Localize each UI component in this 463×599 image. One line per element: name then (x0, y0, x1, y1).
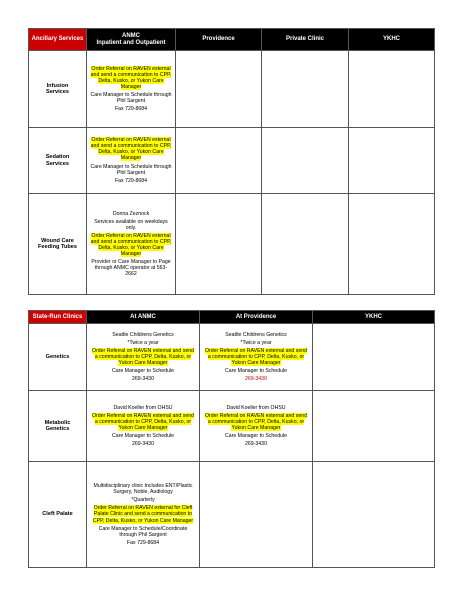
referral-instruction: Order Referral on RAVEN external and send a communication to CPP, Delta, Kusko, or Yukon Care Manager (92, 412, 194, 431)
cell-paragraph (90, 233, 172, 257)
cell-line: 269-3430 (132, 441, 154, 448)
cell-paragraph (90, 368, 196, 374)
row-label-line: Metabolic (44, 419, 71, 426)
ykhc-cell (349, 51, 435, 128)
at-providence-cell (200, 462, 313, 568)
cell-line: Donna Zeznock (112, 210, 150, 217)
row-label-line: Genetics (45, 353, 70, 360)
referral-instruction: Order Referral on RAVEN external and send a communication to CPP, Delta, Kusko, or Yukon Care Manager (205, 412, 307, 431)
header-private-clinic: Private Clinic (262, 29, 349, 51)
cell-paragraph (90, 540, 196, 546)
header-at-providence: At Providence (200, 311, 313, 324)
referral-instruction: Order Referral on RAVEN external and send a communication to CPP, Delta, Kusko, or Yukon Care Manager (90, 137, 172, 162)
row-label-line: Genetics (45, 426, 70, 432)
row-label (29, 51, 87, 128)
at-providence-cell (200, 324, 313, 391)
cell-line: Care Manager to Schedule (112, 433, 174, 440)
ykhc-cell (349, 128, 435, 194)
at-anmc-cell (87, 462, 200, 568)
table-row (29, 391, 435, 462)
cell-paragraph (203, 433, 309, 439)
cell-paragraph (203, 332, 309, 338)
table-row (29, 51, 435, 128)
cell-paragraph (203, 441, 309, 447)
cell-line: *Twice a year (240, 339, 272, 346)
cell-paragraph (90, 164, 172, 176)
providence-cell (176, 194, 262, 295)
cell-line: David Koeller from OHSU (113, 404, 173, 411)
cell-line: *Quarterly (131, 497, 155, 504)
cell-line: Services available on weekdays only. (94, 218, 168, 231)
table-row (29, 128, 435, 194)
cell-line: Care Manager to Schedule (225, 433, 287, 440)
table-row (29, 194, 435, 295)
cell-paragraph (203, 413, 309, 431)
cell-paragraph (90, 92, 172, 104)
referral-instruction: Order Referral on RAVEN external and send a communication to CPP, Delta, Kusko, or Yukon Care Manager (90, 232, 172, 258)
header-anmc-subtitle: Inpatient and Outpatient (96, 39, 166, 46)
cell-paragraph (203, 348, 309, 366)
cell-paragraph (90, 106, 172, 112)
private-clinic-cell (262, 194, 349, 295)
row-label-line: Services (45, 89, 70, 95)
row-label-line: Sedation (45, 154, 70, 160)
cell-line: 269-3430 (245, 376, 267, 383)
providence-cell (176, 51, 262, 128)
cell-paragraph (90, 483, 196, 495)
cell-paragraph (203, 405, 309, 411)
cell-paragraph (90, 219, 172, 231)
cell-line: Fax 729-8684 (114, 177, 147, 184)
cell-line: Seattle Childrens Genetics (112, 331, 174, 338)
cell-paragraph (90, 332, 196, 338)
cell-paragraph (90, 433, 196, 439)
cell-paragraph (90, 340, 196, 346)
private-clinic-cell (262, 128, 349, 194)
anmc-cell (87, 194, 176, 295)
row-label-line: Feeding Tubes (37, 244, 78, 250)
header-providence: Providence (176, 29, 262, 51)
ykhc-cell (349, 194, 435, 295)
cell-paragraph (90, 497, 196, 503)
header-anmc-title: ANMC (122, 32, 140, 39)
anmc-cell (87, 51, 176, 128)
ykhc-cell (313, 391, 435, 462)
header-ancillary-services: Ancillary Services (29, 29, 87, 51)
cell-line: 269-3430 (245, 441, 267, 448)
cell-line: Care Manager to Schedule through Phil Sargent (90, 92, 172, 105)
at-anmc-cell (87, 391, 200, 462)
cell-line: Care Manager to Schedule/Coordinate through Phil Sargent (98, 525, 188, 538)
cell-paragraph (90, 405, 196, 411)
cell-line: Fax 729-8684 (114, 106, 147, 113)
table-row (29, 462, 435, 568)
row-label (29, 194, 87, 295)
header-at-anmc: At ANMC (87, 311, 200, 324)
cell-line: Multidisciplinary clinic Includes ENT/Plastic Surgery, Noble, Audiology (93, 483, 193, 496)
header-anmc (87, 29, 176, 51)
cell-line: Care Manager to Schedule (225, 368, 287, 375)
cell-line: *Twice a year (127, 339, 159, 346)
cell-paragraph (90, 376, 196, 382)
row-label (29, 128, 87, 194)
cell-paragraph (90, 348, 196, 366)
header-ykhc-2: YKHC (313, 311, 435, 324)
row-label-line: Cleft Palate (42, 511, 73, 518)
referral-instruction: Order Referral on RAVEN external and send a communication to CPP, Delta, Kusko, or Yukon Care Manager (205, 347, 307, 367)
referral-instruction: Order Referral on RAVEN external and send a communication to CPP, Delta, Kusko, or Yukon Care Manager (92, 347, 194, 367)
row-label-line: Wound Care (41, 237, 74, 244)
cell-paragraph (90, 505, 196, 523)
cell-paragraph (90, 526, 196, 538)
at-providence-cell (200, 391, 313, 462)
cell-paragraph (90, 259, 172, 277)
cell-line: Provider or Care Manager to Page through ANMC operator at 563-2662 (91, 259, 171, 278)
cell-paragraph (90, 66, 172, 90)
header-ykhc: YKHC (349, 29, 435, 51)
cell-line: David Koeller from OHSU (226, 404, 286, 411)
row-label (29, 462, 87, 568)
cell-paragraph (90, 413, 196, 431)
referral-instruction: Order Referral on RAVEN external and send a communication to CPP, Delta, Kusko, or Yukon Care Manager (90, 65, 172, 90)
row-label (29, 324, 87, 391)
ancillary-services-table (28, 28, 435, 295)
table-row (29, 324, 435, 391)
cell-paragraph (90, 211, 172, 217)
cell-line: Care Manager to Schedule through Phil Sargent (90, 163, 172, 176)
cell-paragraph (90, 178, 172, 184)
row-label-line: Infusion (46, 82, 69, 89)
state-run-clinics-table (28, 310, 435, 568)
referral-instruction: Order Referral on RAVEN external for Cleft Palate Clinic and send a communication to CPP, Delta, Kusko, or Yukon Care Manager (92, 505, 194, 524)
anmc-cell (87, 128, 176, 194)
cell-paragraph (90, 137, 172, 161)
cell-paragraph (203, 368, 309, 374)
cell-paragraph (90, 441, 196, 447)
cell-paragraph (203, 376, 309, 382)
header-state-run-clinics: State-Run Clinics (29, 311, 87, 324)
at-anmc-cell (87, 324, 200, 391)
cell-line: Care Manager to Schedule (112, 368, 174, 375)
ykhc-cell (313, 462, 435, 568)
cell-line: 269-3430 (132, 376, 154, 383)
row-label (29, 391, 87, 462)
ykhc-cell (313, 324, 435, 391)
row-label-line: Services (45, 160, 70, 167)
providence-cell (176, 128, 262, 194)
cell-paragraph (203, 340, 309, 346)
private-clinic-cell (262, 51, 349, 128)
cell-line: Seattle Childrens Genetics (225, 331, 287, 338)
cell-line: Fax 729-8684 (126, 539, 159, 546)
